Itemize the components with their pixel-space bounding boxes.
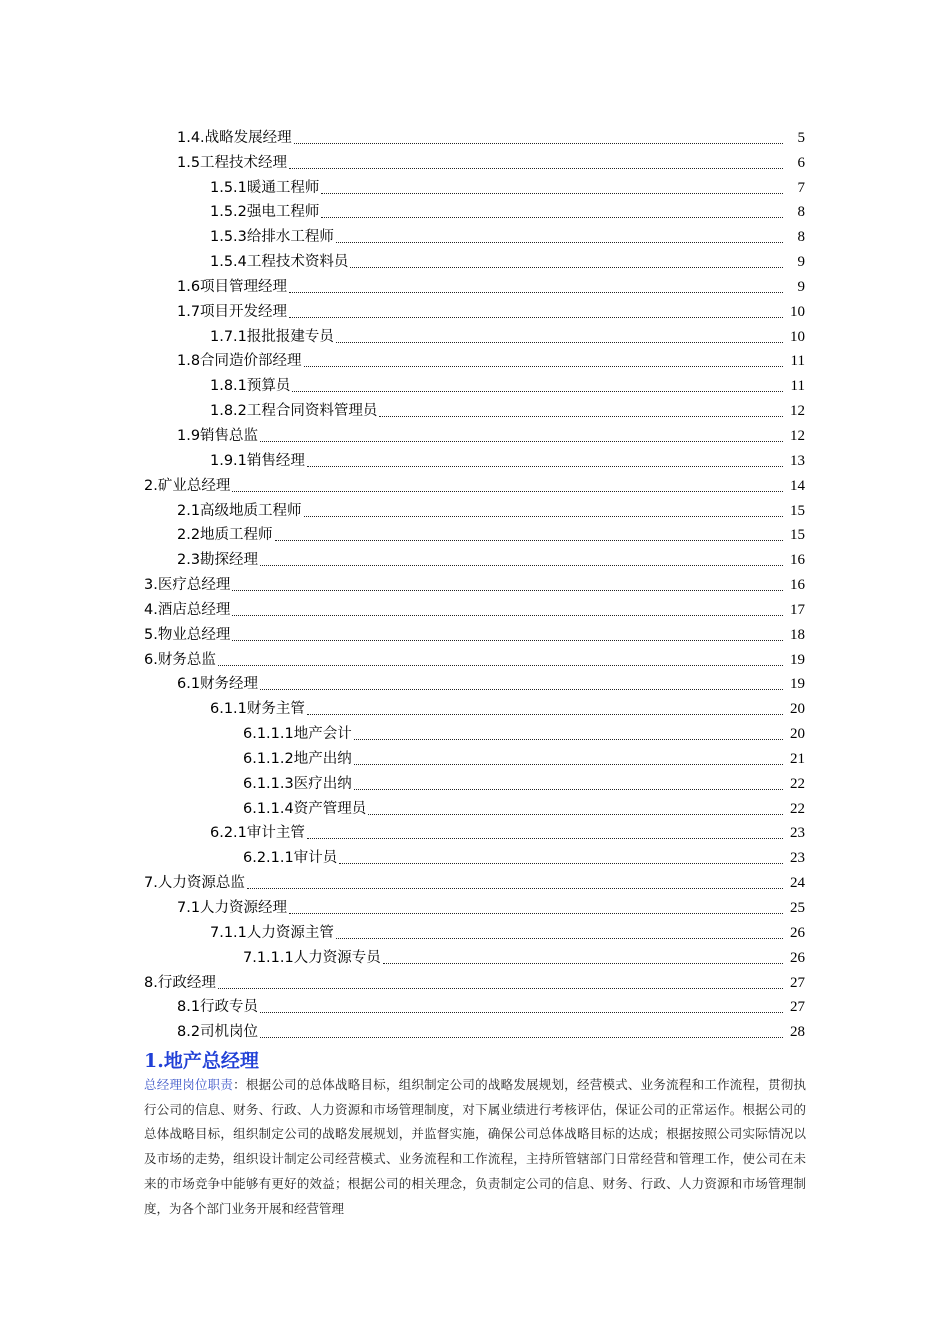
toc-leader-dots bbox=[289, 317, 783, 318]
toc-leader-dots bbox=[307, 714, 783, 715]
toc-entry-page: 19 bbox=[790, 676, 805, 693]
toc-entry[interactable] bbox=[0, 646, 950, 671]
toc-entry-label: 1.8合同造价部经理 bbox=[177, 353, 302, 370]
toc-entry-page: 16 bbox=[790, 552, 805, 569]
section-lead: 总经理岗位职责 bbox=[144, 1077, 234, 1092]
toc-entry[interactable] bbox=[0, 720, 950, 745]
toc-leader-dots bbox=[307, 838, 783, 839]
toc-entry[interactable] bbox=[0, 820, 950, 845]
toc-entry[interactable] bbox=[0, 844, 950, 869]
toc-leader-dots bbox=[304, 366, 783, 367]
toc-entry[interactable] bbox=[0, 323, 950, 348]
toc-entry[interactable] bbox=[0, 522, 950, 547]
toc-entry[interactable] bbox=[0, 248, 950, 273]
toc-entry-label: 7.1.1人力资源主管 bbox=[210, 924, 334, 941]
toc-leader-dots bbox=[232, 615, 783, 616]
toc-entry-page: 16 bbox=[790, 577, 805, 594]
toc-entry[interactable] bbox=[0, 199, 950, 224]
toc-entry[interactable] bbox=[0, 348, 950, 373]
toc-entry-label: 6.财务总监 bbox=[144, 651, 216, 668]
toc-entry[interactable] bbox=[0, 1018, 950, 1043]
toc-entry-page: 14 bbox=[790, 477, 805, 494]
toc-entry[interactable] bbox=[0, 149, 950, 174]
toc-leader-dots bbox=[232, 640, 783, 641]
toc-entry-page: 27 bbox=[790, 999, 805, 1016]
toc-entry-page: 12 bbox=[790, 403, 805, 420]
toc-entry[interactable] bbox=[0, 944, 950, 969]
toc-entry-label: 1.8.2工程合同资料管理员 bbox=[210, 403, 378, 420]
toc-entry-label: 1.5.1暖通工程师 bbox=[210, 179, 320, 196]
toc-entry-page: 26 bbox=[790, 949, 805, 966]
toc-entry[interactable] bbox=[0, 894, 950, 919]
toc-entry[interactable] bbox=[0, 919, 950, 944]
toc-entry-label: 4.酒店总经理 bbox=[144, 601, 231, 618]
toc-entry-label: 3.医疗总经理 bbox=[144, 577, 231, 594]
toc-leader-dots bbox=[339, 863, 783, 864]
toc-leader-dots bbox=[321, 193, 783, 194]
toc-entry-label: 1.5工程技术经理 bbox=[177, 154, 288, 171]
toc-entry-page: 9 bbox=[797, 254, 805, 271]
toc-entry-page: 5 bbox=[797, 129, 805, 146]
toc-leader-dots bbox=[304, 516, 783, 517]
toc-entry-label: 1.6项目管理经理 bbox=[177, 278, 288, 295]
toc-leader-dots bbox=[350, 267, 783, 268]
toc-entry-label: 7.1人力资源经理 bbox=[177, 900, 288, 916]
toc-entry-label: 2.2地质工程师 bbox=[177, 527, 273, 544]
toc-leader-dots bbox=[307, 466, 783, 467]
toc-entry-page: 22 bbox=[790, 800, 805, 817]
toc-entry-page: 22 bbox=[790, 775, 805, 792]
toc-leader-dots bbox=[354, 789, 783, 790]
toc-entry-page: 27 bbox=[790, 974, 805, 991]
toc-entry[interactable] bbox=[0, 273, 950, 298]
toc-leader-dots bbox=[260, 1012, 783, 1013]
toc-entry[interactable] bbox=[0, 447, 950, 472]
toc-leader-dots bbox=[260, 565, 783, 566]
toc-entry[interactable] bbox=[0, 546, 950, 571]
toc-entry-label: 1.5.2强电工程师 bbox=[210, 204, 320, 221]
toc-leader-dots bbox=[292, 391, 783, 392]
toc-leader-dots bbox=[294, 143, 783, 144]
toc-entry[interactable] bbox=[0, 497, 950, 522]
toc-entry-label: 1.4.战略发展经理 bbox=[177, 129, 292, 146]
toc-entry-page: 11 bbox=[790, 353, 805, 370]
toc-entry-label: 1.7项目开发经理 bbox=[177, 303, 288, 320]
toc-entry-label: 2.矿业总经理 bbox=[144, 477, 231, 494]
toc-entry[interactable] bbox=[0, 372, 950, 397]
toc-entry[interactable] bbox=[0, 621, 950, 646]
toc-leader-dots bbox=[368, 814, 783, 815]
toc-leader-dots bbox=[289, 292, 783, 293]
toc-entry-label: 8.2司机岗位 bbox=[177, 1024, 259, 1041]
toc-leader-dots bbox=[289, 168, 783, 169]
toc-entry-page: 10 bbox=[790, 328, 805, 345]
toc-entry-page: 12 bbox=[790, 427, 805, 444]
section-heading: 1.地产总经理 bbox=[144, 1050, 259, 1072]
toc-entry-page: 18 bbox=[790, 626, 805, 643]
toc-leader-dots bbox=[354, 764, 783, 765]
toc-entry-page: 25 bbox=[790, 900, 805, 916]
toc-leader-dots bbox=[383, 963, 783, 964]
toc-entry[interactable] bbox=[0, 671, 950, 696]
toc-entry-label: 6.1.1.1地产会计 bbox=[243, 726, 352, 743]
toc-entry-page: 24 bbox=[790, 875, 805, 892]
toc-entry-page: 7 bbox=[797, 179, 805, 196]
table-of-contents bbox=[0, 124, 950, 1043]
toc-entry[interactable] bbox=[0, 770, 950, 795]
toc-entry-page: 10 bbox=[790, 303, 805, 320]
toc-entry[interactable] bbox=[0, 397, 950, 422]
toc-entry-page: 28 bbox=[790, 1024, 805, 1041]
toc-entry[interactable] bbox=[0, 174, 950, 199]
toc-entry-label: 1.9销售总监 bbox=[177, 427, 259, 444]
toc-entry[interactable] bbox=[0, 596, 950, 621]
toc-entry-label: 5.物业总经理 bbox=[144, 626, 231, 643]
toc-entry[interactable] bbox=[0, 795, 950, 820]
toc-entry-label: 1.7.1报批报建专员 bbox=[210, 328, 334, 345]
toc-entry-label: 6.1.1财务主管 bbox=[210, 701, 305, 718]
toc-leader-dots bbox=[232, 590, 783, 591]
toc-entry-label: 2.1高级地质工程师 bbox=[177, 502, 302, 519]
toc-entry-page: 15 bbox=[790, 502, 805, 519]
toc-entry[interactable] bbox=[0, 571, 950, 596]
toc-entry-page: 23 bbox=[790, 825, 805, 842]
toc-entry[interactable] bbox=[0, 695, 950, 720]
toc-entry-label: 1.5.4工程技术资料员 bbox=[210, 254, 349, 271]
toc-entry-page: 8 bbox=[797, 204, 805, 221]
toc-entry-label: 6.1财务经理 bbox=[177, 676, 259, 693]
section-text: ：根据公司的总体战略目标，组织制定公司的战略发展规划，经营模式、业务流程和工作流程，贯彻执行公司的信息、财务、行政、人力资源和市场管理制度，对下属业绩进行考核评估，保证公司的正常运作。根据公司的总体战略目标，组织制定公司的战略发展规划，并监督实施，确保公司总体战略目标的达成；根据按照公司实际情况以及市场的走势，组织设计制定公司经营模式、业务流程和工作流程，主持所管辖部门日常经营和管理工作，使公司在未来的市场竞争中能够有更好的效益；根据公司的相关理念，负责制定公司的信息、财务、行政、人力资源和市场管理制度，为各个部门业务开展和经营管理 bbox=[144, 1077, 806, 1216]
toc-entry-page: 20 bbox=[790, 701, 805, 718]
toc-leader-dots bbox=[336, 342, 783, 343]
toc-leader-dots bbox=[260, 1037, 783, 1038]
toc-leader-dots bbox=[260, 441, 783, 442]
toc-leader-dots bbox=[336, 242, 783, 243]
toc-entry-page: 21 bbox=[790, 750, 805, 767]
toc-entry[interactable] bbox=[0, 745, 950, 770]
toc-leader-dots bbox=[260, 689, 783, 690]
toc-entry-label: 1.8.1预算员 bbox=[210, 378, 291, 395]
toc-entry-label: 6.2.1.1审计员 bbox=[243, 850, 338, 867]
toc-leader-dots bbox=[232, 491, 783, 492]
toc-entry-page: 8 bbox=[797, 229, 805, 246]
toc-entry-label: 2.3勘探经理 bbox=[177, 552, 259, 569]
toc-entry-label: 1.5.3给排水工程师 bbox=[210, 229, 334, 246]
toc-entry-page: 6 bbox=[797, 154, 805, 171]
toc-entry-page: 17 bbox=[790, 601, 805, 618]
toc-entry[interactable] bbox=[0, 969, 950, 994]
toc-entry-label: 6.1.1.4资产管理员 bbox=[243, 800, 367, 817]
toc-entry[interactable] bbox=[0, 223, 950, 248]
toc-leader-dots bbox=[247, 888, 783, 889]
toc-leader-dots bbox=[379, 416, 783, 417]
toc-entry-label: 7.人力资源总监 bbox=[144, 875, 245, 892]
toc-entry-label: 8.1行政专员 bbox=[177, 999, 259, 1016]
toc-entry-label: 1.9.1销售经理 bbox=[210, 452, 305, 469]
toc-entry-page: 9 bbox=[797, 278, 805, 295]
toc-entry[interactable] bbox=[0, 298, 950, 323]
toc-entry[interactable] bbox=[0, 869, 950, 894]
toc-entry-page: 19 bbox=[790, 651, 805, 668]
toc-entry-label: 6.1.1.3医疗出纳 bbox=[243, 775, 352, 792]
toc-leader-dots bbox=[354, 739, 783, 740]
toc-entry-label: 8.行政经理 bbox=[144, 974, 216, 991]
toc-entry-page: 13 bbox=[790, 452, 805, 469]
toc-entry-page: 15 bbox=[790, 527, 805, 544]
toc-entry-label: 7.1.1.1人力资源专员 bbox=[243, 949, 381, 966]
toc-entry-page: 11 bbox=[790, 378, 805, 395]
toc-leader-dots bbox=[289, 913, 783, 914]
toc-leader-dots bbox=[336, 938, 783, 939]
toc-leader-dots bbox=[321, 217, 783, 218]
toc-entry-label: 6.1.1.2地产出纳 bbox=[243, 750, 352, 767]
toc-leader-dots bbox=[218, 988, 783, 989]
toc-leader-dots bbox=[218, 665, 783, 666]
toc-entry-page: 26 bbox=[790, 924, 805, 941]
toc-entry[interactable] bbox=[0, 994, 950, 1019]
toc-entry[interactable] bbox=[0, 422, 950, 447]
section-body bbox=[144, 1073, 806, 1221]
toc-entry-label: 6.2.1审计主管 bbox=[210, 825, 305, 842]
toc-entry-page: 23 bbox=[790, 850, 805, 867]
toc-entry-page: 20 bbox=[790, 726, 805, 743]
toc-entry[interactable] bbox=[0, 124, 950, 149]
toc-entry[interactable] bbox=[0, 472, 950, 497]
toc-leader-dots bbox=[275, 540, 783, 541]
